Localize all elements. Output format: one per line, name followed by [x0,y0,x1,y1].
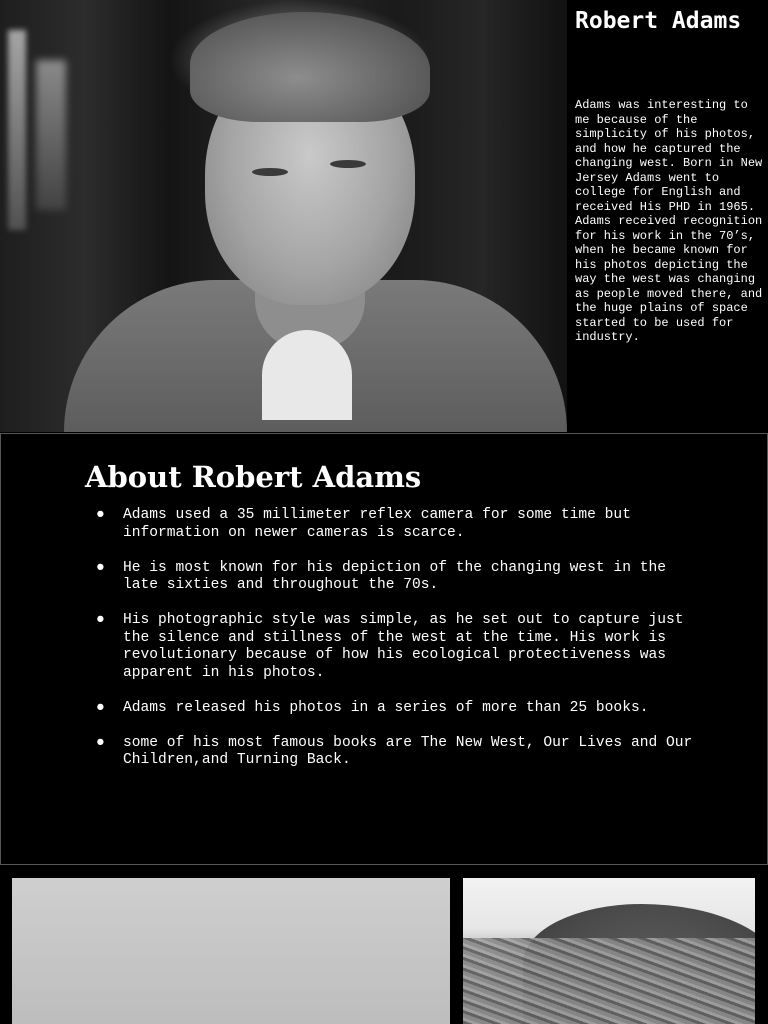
bullet-icon: ● [96,612,105,628]
list-item-text: Adams used a 35 millimeter reflex camera for some time but information on newer cameras is scarce. [123,507,631,541]
background-light-streak [8,30,26,230]
list-item [96,612,696,682]
portrait-eye [252,168,288,176]
list-item-text: Adams released his photos in a series of more than 25 books. [123,699,649,716]
list-item [96,507,696,542]
list-item [96,735,696,770]
page-title: Robert Adams [575,8,742,34]
about-list [96,507,696,787]
bullet-icon: ● [96,734,105,751]
bullet-icon: ● [96,559,105,576]
portrait-eye [330,160,366,168]
list-item [96,560,696,595]
portrait-hair [190,12,430,122]
portrait-photo [0,0,567,432]
gallery-photo-landscape [463,878,755,1024]
list-item [96,700,696,718]
portrait-undershirt [262,330,352,420]
about-heading: About Robert Adams [85,460,422,494]
about-section [0,433,768,865]
bullet-icon: ● [96,699,105,716]
bullet-icon: ● [96,507,105,523]
list-item-text: some of his most famous books are The New West, Our Lives and Our Children,and Turning Back. [123,734,693,768]
list-item-text: His photographic style was simple, as he set out to capture just the silence and stillness of the west at the time. His work is revolutionary because of how his ecological protectiveness was apparent in his photos. [123,612,684,681]
gallery-photo-sky [12,878,450,1024]
bio-paragraph: Adams was interesting to me because of the simplicity of his photos, and how he captured the changing west. Born in New Jersey Adams went to college for English and received His PHD in 1965. Adams received recognition for his work in the 70’s, when he became known for his photos depicting the way the west was changing as people moved there, and the huge plains of space started to be used for industry. [575,98,763,344]
background-light-streak [36,60,66,210]
landscape-ground [463,938,755,1024]
list-item-text: He is most known for his depiction of the changing west in the late sixties and throughout the 70s. [123,559,666,593]
